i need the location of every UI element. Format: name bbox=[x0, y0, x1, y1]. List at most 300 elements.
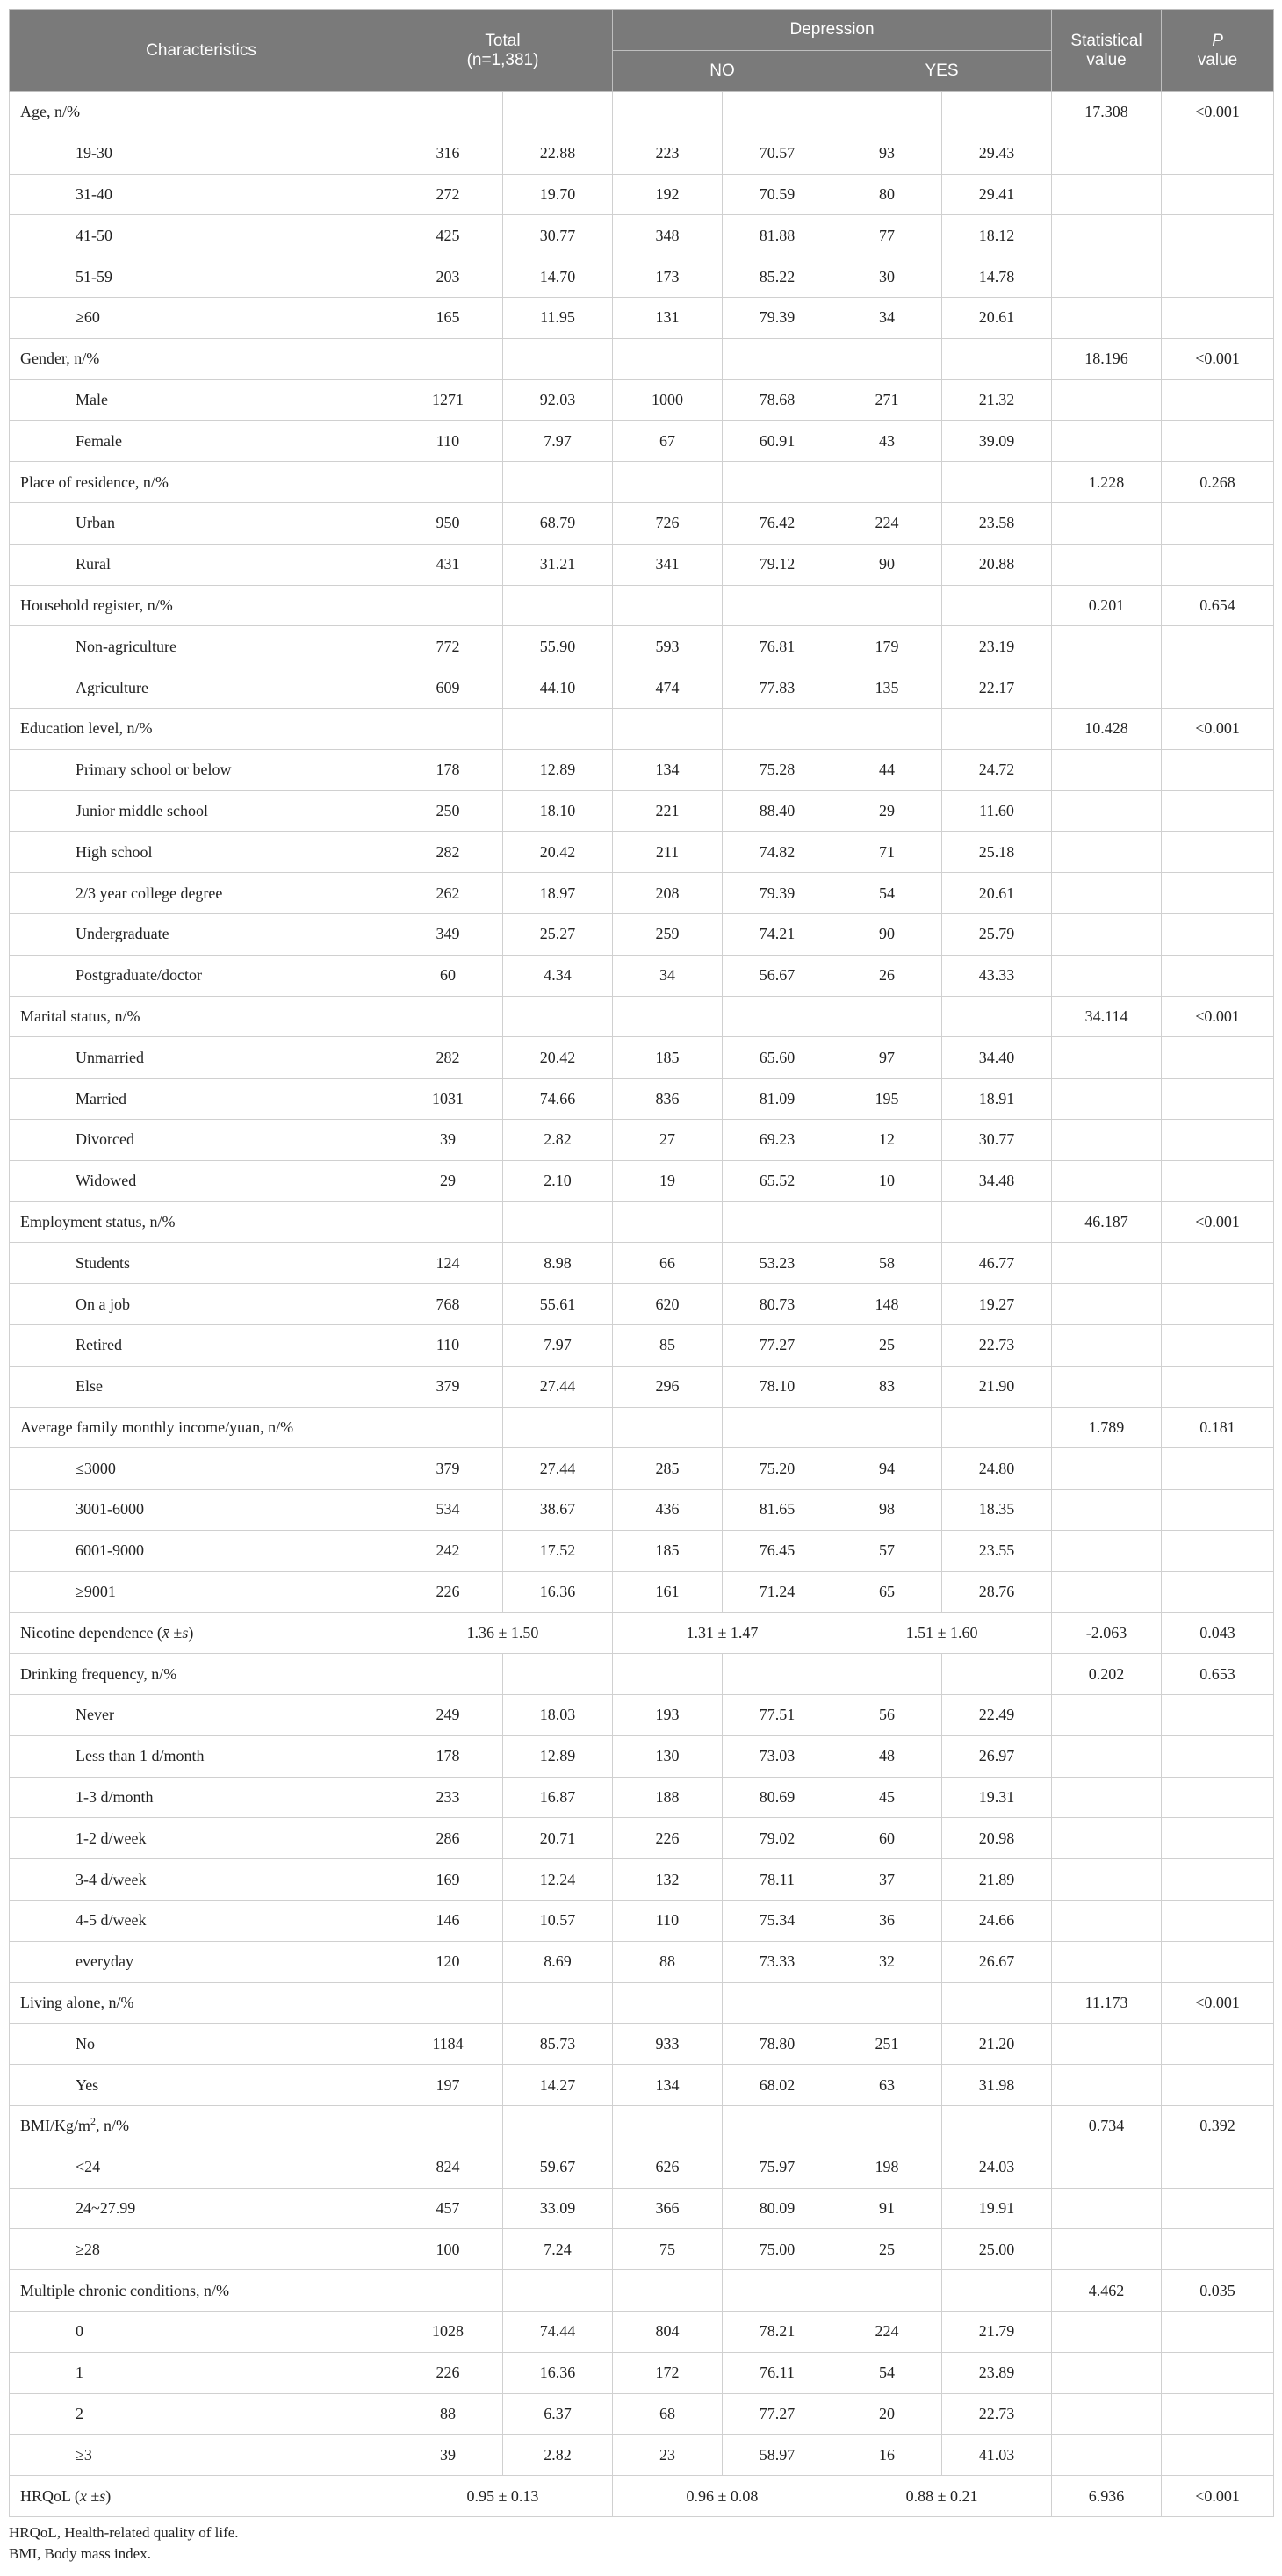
empty-cell bbox=[1162, 955, 1274, 996]
empty-cell bbox=[1162, 667, 1274, 709]
empty-cell bbox=[1162, 421, 1274, 462]
row-label bbox=[10, 1613, 393, 1654]
empty-cell bbox=[1052, 379, 1162, 421]
label-mean-symbol: x̄ bbox=[79, 2486, 87, 2505]
total-pct: 7.97 bbox=[503, 421, 613, 462]
total-n: 249 bbox=[393, 1695, 503, 1736]
table-row bbox=[10, 1490, 1274, 1531]
yes-n: 54 bbox=[832, 873, 942, 914]
empty-cell bbox=[1162, 2393, 1274, 2435]
no-pct: 80.09 bbox=[723, 2188, 832, 2229]
empty-cell bbox=[832, 1654, 942, 1695]
empty-cell bbox=[832, 2106, 942, 2147]
table-row bbox=[10, 174, 1274, 215]
table-row bbox=[10, 1901, 1274, 1942]
no-n: 34 bbox=[613, 955, 723, 996]
p-value: 0.392 bbox=[1162, 2106, 1274, 2147]
total-n: 226 bbox=[393, 2352, 503, 2393]
yes-pct: 21.20 bbox=[942, 2024, 1052, 2065]
label-text: HRQoL ( bbox=[20, 2486, 80, 2505]
no-n: 259 bbox=[613, 913, 723, 955]
total-n: 100 bbox=[393, 2229, 503, 2270]
yes-pct: 29.43 bbox=[942, 133, 1052, 174]
yes-pct: 23.89 bbox=[942, 2352, 1052, 2393]
no-n: 161 bbox=[613, 1571, 723, 1613]
no-n: 188 bbox=[613, 1777, 723, 1818]
total-n: 120 bbox=[393, 1941, 503, 1982]
total-n: 178 bbox=[393, 1735, 503, 1777]
total-pct: 14.70 bbox=[503, 256, 613, 298]
empty-cell bbox=[1162, 1284, 1274, 1325]
yes-n: 90 bbox=[832, 913, 942, 955]
no-n: 285 bbox=[613, 1448, 723, 1490]
statistical-value: 18.196 bbox=[1052, 338, 1162, 379]
total-pct: 17.52 bbox=[503, 1530, 613, 1571]
empty-cell bbox=[1162, 2147, 1274, 2188]
empty-cell bbox=[1052, 2352, 1162, 2393]
empty-cell bbox=[1052, 1490, 1162, 1531]
table-row-group bbox=[10, 2106, 1274, 2147]
no-n: 173 bbox=[613, 256, 723, 298]
table-row-group bbox=[10, 2270, 1274, 2312]
empty-cell bbox=[1162, 1037, 1274, 1079]
label-close: ) bbox=[188, 1623, 194, 1642]
no-pct: 75.34 bbox=[723, 1901, 832, 1942]
empty-cell bbox=[1052, 749, 1162, 790]
header-characteristics: Characteristics bbox=[10, 10, 393, 92]
empty-cell bbox=[1052, 1243, 1162, 1284]
table-row-group bbox=[10, 1407, 1274, 1448]
empty-cell bbox=[503, 338, 613, 379]
total-pct: 12.89 bbox=[503, 1735, 613, 1777]
empty-cell bbox=[832, 585, 942, 626]
empty-cell bbox=[1052, 2065, 1162, 2106]
header-statistical-value: Statistical value bbox=[1052, 10, 1162, 92]
empty-cell bbox=[393, 708, 503, 749]
p-value: 0.654 bbox=[1162, 585, 1274, 626]
row-label: 3001-6000 bbox=[10, 1490, 393, 1531]
empty-cell bbox=[942, 92, 1052, 133]
empty-cell bbox=[942, 996, 1052, 1037]
no-pct: 78.10 bbox=[723, 1366, 832, 1407]
total-n: 110 bbox=[393, 1324, 503, 1366]
no-n: 134 bbox=[613, 749, 723, 790]
row-label: Else bbox=[10, 1366, 393, 1407]
total-pct: 38.67 bbox=[503, 1490, 613, 1531]
no-pct: 74.21 bbox=[723, 913, 832, 955]
total-n: 110 bbox=[393, 421, 503, 462]
empty-cell bbox=[1162, 1818, 1274, 1859]
total-n: 169 bbox=[393, 1859, 503, 1901]
total-pct: 12.89 bbox=[503, 749, 613, 790]
empty-cell bbox=[503, 708, 613, 749]
empty-cell bbox=[942, 338, 1052, 379]
no-n: 836 bbox=[613, 1079, 723, 1120]
empty-cell bbox=[1162, 1079, 1274, 1120]
table-row bbox=[10, 873, 1274, 914]
no-n: 130 bbox=[613, 1735, 723, 1777]
empty-cell bbox=[942, 2270, 1052, 2312]
label-superscript: 2 bbox=[90, 2115, 97, 2128]
yes-pct: 22.73 bbox=[942, 2393, 1052, 2435]
total-n: 197 bbox=[393, 2065, 503, 2106]
row-label: Living alone, n/% bbox=[10, 1982, 393, 2024]
empty-cell bbox=[1162, 1160, 1274, 1201]
statistical-value: 6.936 bbox=[1052, 2476, 1162, 2517]
row-label: 51-59 bbox=[10, 256, 393, 298]
row-label: Widowed bbox=[10, 1160, 393, 1201]
yes-pct: 20.98 bbox=[942, 1818, 1052, 1859]
characteristics-table bbox=[9, 9, 1274, 2517]
statistical-value: 11.173 bbox=[1052, 1982, 1162, 2024]
total-n: 431 bbox=[393, 544, 503, 585]
empty-cell bbox=[723, 1982, 832, 2024]
label-sd-symbol: s bbox=[182, 1623, 189, 1642]
yes-pct: 39.09 bbox=[942, 421, 1052, 462]
row-label: Place of residence, n/% bbox=[10, 462, 393, 503]
table-row bbox=[10, 1079, 1274, 1120]
no-pct: 56.67 bbox=[723, 955, 832, 996]
row-label: 3-4 d/week bbox=[10, 1859, 393, 1901]
row-label: 19-30 bbox=[10, 133, 393, 174]
label-text-suffix: , n/% bbox=[96, 2117, 130, 2135]
no-pct: 75.00 bbox=[723, 2229, 832, 2270]
no-n: 223 bbox=[613, 133, 723, 174]
empty-cell bbox=[1162, 1490, 1274, 1531]
table-row bbox=[10, 2312, 1274, 2353]
empty-cell bbox=[503, 1654, 613, 1695]
no-pct: 65.60 bbox=[723, 1037, 832, 1079]
no-n: 172 bbox=[613, 2352, 723, 2393]
row-label: No bbox=[10, 2024, 393, 2065]
table-row bbox=[10, 1366, 1274, 1407]
row-label: Postgraduate/doctor bbox=[10, 955, 393, 996]
yes-pct: 43.33 bbox=[942, 955, 1052, 996]
statistical-value: 17.308 bbox=[1052, 92, 1162, 133]
table-row bbox=[10, 1037, 1274, 1079]
empty-cell bbox=[1162, 2188, 1274, 2229]
empty-cell bbox=[1052, 215, 1162, 256]
yes-pct: 18.12 bbox=[942, 215, 1052, 256]
empty-cell bbox=[393, 92, 503, 133]
row-label: 31-40 bbox=[10, 174, 393, 215]
no-pct: 81.65 bbox=[723, 1490, 832, 1531]
empty-cell bbox=[832, 1982, 942, 2024]
statistical-value: 1.228 bbox=[1052, 462, 1162, 503]
no-pct: 75.97 bbox=[723, 2147, 832, 2188]
empty-cell bbox=[1162, 873, 1274, 914]
empty-cell bbox=[832, 462, 942, 503]
row-label: Education level, n/% bbox=[10, 708, 393, 749]
header-total-n: (n=1,381) bbox=[466, 50, 539, 69]
table-row-meansd bbox=[10, 2476, 1274, 2517]
yes-pct: 21.79 bbox=[942, 2312, 1052, 2353]
no-n: 436 bbox=[613, 1490, 723, 1531]
no-n: 221 bbox=[613, 790, 723, 832]
no-pct: 81.88 bbox=[723, 215, 832, 256]
yes-n: 271 bbox=[832, 379, 942, 421]
yes-pct: 21.89 bbox=[942, 1859, 1052, 1901]
no-pct: 78.68 bbox=[723, 379, 832, 421]
yes-n: 36 bbox=[832, 1901, 942, 1942]
table-row-group bbox=[10, 462, 1274, 503]
empty-cell bbox=[1162, 2229, 1274, 2270]
total-n: 1031 bbox=[393, 1079, 503, 1120]
empty-cell bbox=[723, 1407, 832, 1448]
empty-cell bbox=[832, 1407, 942, 1448]
p-value: <0.001 bbox=[1162, 338, 1274, 379]
total-n: 1184 bbox=[393, 2024, 503, 2065]
p-value: <0.001 bbox=[1162, 2476, 1274, 2517]
total-pct: 10.57 bbox=[503, 1901, 613, 1942]
empty-cell bbox=[723, 708, 832, 749]
yes-pct: 21.90 bbox=[942, 1366, 1052, 1407]
yes-pct: 18.35 bbox=[942, 1490, 1052, 1531]
no-pct: 85.22 bbox=[723, 256, 832, 298]
total-pct: 2.10 bbox=[503, 1160, 613, 1201]
no-mean-sd: 0.96 ± 0.08 bbox=[613, 2476, 832, 2517]
empty-cell bbox=[1052, 1119, 1162, 1160]
table-row bbox=[10, 502, 1274, 544]
yes-n: 25 bbox=[832, 2229, 942, 2270]
yes-pct: 24.66 bbox=[942, 1901, 1052, 1942]
total-n: 286 bbox=[393, 1818, 503, 1859]
empty-cell bbox=[1162, 133, 1274, 174]
row-label: 6001-9000 bbox=[10, 1530, 393, 1571]
row-label: Marital status, n/% bbox=[10, 996, 393, 1037]
table-row-group bbox=[10, 585, 1274, 626]
no-pct: 53.23 bbox=[723, 1243, 832, 1284]
header-p-value bbox=[1162, 10, 1274, 92]
row-label: High school bbox=[10, 832, 393, 873]
empty-cell bbox=[1162, 749, 1274, 790]
empty-cell bbox=[1162, 544, 1274, 585]
no-pct: 58.97 bbox=[723, 2435, 832, 2476]
total-pct: 55.61 bbox=[503, 1284, 613, 1325]
total-n: 1028 bbox=[393, 2312, 503, 2353]
yes-pct: 22.17 bbox=[942, 667, 1052, 709]
total-pct: 4.34 bbox=[503, 955, 613, 996]
row-label: Non-agriculture bbox=[10, 626, 393, 667]
no-n: 110 bbox=[613, 1901, 723, 1942]
empty-cell bbox=[613, 2106, 723, 2147]
empty-cell bbox=[613, 1982, 723, 2024]
total-n: 379 bbox=[393, 1366, 503, 1407]
empty-cell bbox=[613, 1654, 723, 1695]
total-pct: 20.42 bbox=[503, 832, 613, 873]
empty-cell bbox=[1162, 215, 1274, 256]
table-row-group bbox=[10, 1654, 1274, 1695]
empty-cell bbox=[942, 1982, 1052, 2024]
total-n: 768 bbox=[393, 1284, 503, 1325]
empty-cell bbox=[1162, 626, 1274, 667]
total-pct: 7.97 bbox=[503, 1324, 613, 1366]
empty-cell bbox=[832, 1201, 942, 1243]
row-label: Students bbox=[10, 1243, 393, 1284]
empty-cell bbox=[832, 338, 942, 379]
empty-cell bbox=[1052, 256, 1162, 298]
empty-cell bbox=[1052, 832, 1162, 873]
empty-cell bbox=[393, 462, 503, 503]
yes-n: 135 bbox=[832, 667, 942, 709]
p-value: <0.001 bbox=[1162, 996, 1274, 1037]
table-row bbox=[10, 626, 1274, 667]
empty-cell bbox=[1162, 2024, 1274, 2065]
no-n: 208 bbox=[613, 873, 723, 914]
statistical-value: -2.063 bbox=[1052, 1613, 1162, 1654]
yes-n: 45 bbox=[832, 1777, 942, 1818]
row-label: Undergraduate bbox=[10, 913, 393, 955]
table-row-group bbox=[10, 338, 1274, 379]
empty-cell bbox=[503, 2270, 613, 2312]
empty-cell bbox=[1052, 174, 1162, 215]
total-pct: 16.87 bbox=[503, 1777, 613, 1818]
no-pct: 79.39 bbox=[723, 297, 832, 338]
empty-cell bbox=[1052, 2229, 1162, 2270]
no-pct: 69.23 bbox=[723, 1119, 832, 1160]
empty-cell bbox=[1052, 2024, 1162, 2065]
yes-pct: 24.72 bbox=[942, 749, 1052, 790]
empty-cell bbox=[1162, 1324, 1274, 1366]
total-pct: 12.24 bbox=[503, 1859, 613, 1901]
table-row-group bbox=[10, 1982, 1274, 2024]
table-row-meansd bbox=[10, 1613, 1274, 1654]
empty-cell bbox=[613, 1407, 723, 1448]
table-row bbox=[10, 1695, 1274, 1736]
total-n: 29 bbox=[393, 1160, 503, 1201]
no-n: 211 bbox=[613, 832, 723, 873]
empty-cell bbox=[1162, 1735, 1274, 1777]
empty-cell bbox=[723, 338, 832, 379]
total-n: 1271 bbox=[393, 379, 503, 421]
yes-mean-sd: 1.51 ± 1.60 bbox=[832, 1613, 1052, 1654]
yes-n: 44 bbox=[832, 749, 942, 790]
no-pct: 70.59 bbox=[723, 174, 832, 215]
row-label: 2/3 year college degree bbox=[10, 873, 393, 914]
label-close: ) bbox=[105, 2486, 112, 2505]
empty-cell bbox=[503, 462, 613, 503]
row-label: ≥9001 bbox=[10, 1571, 393, 1613]
statistical-value: 34.114 bbox=[1052, 996, 1162, 1037]
empty-cell bbox=[723, 1654, 832, 1695]
table-row-group bbox=[10, 708, 1274, 749]
empty-cell bbox=[1162, 1530, 1274, 1571]
statistical-value: 10.428 bbox=[1052, 708, 1162, 749]
statistical-value: 0.202 bbox=[1052, 1654, 1162, 1695]
empty-cell bbox=[832, 708, 942, 749]
empty-cell bbox=[1162, 2065, 1274, 2106]
yes-n: 32 bbox=[832, 1941, 942, 1982]
no-n: 348 bbox=[613, 215, 723, 256]
empty-cell bbox=[1052, 1777, 1162, 1818]
table-row bbox=[10, 256, 1274, 298]
table-row-group bbox=[10, 996, 1274, 1037]
total-n: 165 bbox=[393, 297, 503, 338]
p-value: <0.001 bbox=[1162, 1201, 1274, 1243]
no-n: 67 bbox=[613, 421, 723, 462]
total-n: 282 bbox=[393, 832, 503, 873]
yes-n: 91 bbox=[832, 2188, 942, 2229]
yes-pct: 34.40 bbox=[942, 1037, 1052, 1079]
label-mean-symbol: x̄ bbox=[162, 1623, 169, 1642]
total-pct: 33.09 bbox=[503, 2188, 613, 2229]
table-row bbox=[10, 832, 1274, 873]
header-p-symbol: P bbox=[1212, 31, 1223, 50]
empty-cell bbox=[832, 2270, 942, 2312]
empty-cell bbox=[393, 2270, 503, 2312]
yes-pct: 14.78 bbox=[942, 256, 1052, 298]
yes-n: 97 bbox=[832, 1037, 942, 1079]
table-row bbox=[10, 1941, 1274, 1982]
label-text: BMI/Kg/m bbox=[20, 2117, 91, 2135]
table-row bbox=[10, 1119, 1274, 1160]
yes-pct: 34.48 bbox=[942, 1160, 1052, 1201]
empty-cell bbox=[613, 2270, 723, 2312]
row-label: ≥60 bbox=[10, 297, 393, 338]
yes-pct: 20.88 bbox=[942, 544, 1052, 585]
empty-cell bbox=[1162, 297, 1274, 338]
yes-n: 29 bbox=[832, 790, 942, 832]
yes-n: 195 bbox=[832, 1079, 942, 1120]
row-label: Gender, n/% bbox=[10, 338, 393, 379]
total-pct: 44.10 bbox=[503, 667, 613, 709]
row-label: 0 bbox=[10, 2312, 393, 2353]
yes-pct: 11.60 bbox=[942, 790, 1052, 832]
yes-n: 20 bbox=[832, 2393, 942, 2435]
no-pct: 77.27 bbox=[723, 1324, 832, 1366]
no-pct: 78.11 bbox=[723, 1859, 832, 1901]
header-depression: Depression bbox=[613, 10, 1052, 51]
total-pct: 7.24 bbox=[503, 2229, 613, 2270]
no-n: 19 bbox=[613, 1160, 723, 1201]
table-row bbox=[10, 2024, 1274, 2065]
empty-cell bbox=[1162, 1941, 1274, 1982]
total-pct: 30.77 bbox=[503, 215, 613, 256]
empty-cell bbox=[832, 996, 942, 1037]
row-label: Never bbox=[10, 1695, 393, 1736]
empty-cell bbox=[503, 1982, 613, 2024]
empty-cell bbox=[1052, 1079, 1162, 1120]
total-n: 772 bbox=[393, 626, 503, 667]
empty-cell bbox=[1162, 913, 1274, 955]
yes-pct: 25.79 bbox=[942, 913, 1052, 955]
total-pct: 18.10 bbox=[503, 790, 613, 832]
header-yes: YES bbox=[832, 51, 1052, 92]
yes-n: 58 bbox=[832, 1243, 942, 1284]
yes-pct: 24.03 bbox=[942, 2147, 1052, 2188]
no-pct: 70.57 bbox=[723, 133, 832, 174]
total-pct: 2.82 bbox=[503, 2435, 613, 2476]
yes-n: 12 bbox=[832, 1119, 942, 1160]
empty-cell bbox=[1162, 1777, 1274, 1818]
yes-n: 10 bbox=[832, 1160, 942, 1201]
yes-n: 43 bbox=[832, 421, 942, 462]
empty-cell bbox=[503, 585, 613, 626]
total-mean-sd: 1.36 ± 1.50 bbox=[393, 1613, 613, 1654]
no-pct: 65.52 bbox=[723, 1160, 832, 1201]
empty-cell bbox=[1052, 502, 1162, 544]
yes-pct: 30.77 bbox=[942, 1119, 1052, 1160]
empty-cell bbox=[1162, 1119, 1274, 1160]
yes-n: 148 bbox=[832, 1284, 942, 1325]
empty-cell bbox=[613, 462, 723, 503]
row-label: Female bbox=[10, 421, 393, 462]
table-row-group bbox=[10, 1201, 1274, 1243]
total-pct: 20.42 bbox=[503, 1037, 613, 1079]
total-n: 609 bbox=[393, 667, 503, 709]
table-row bbox=[10, 1160, 1274, 1201]
empty-cell bbox=[1162, 832, 1274, 873]
